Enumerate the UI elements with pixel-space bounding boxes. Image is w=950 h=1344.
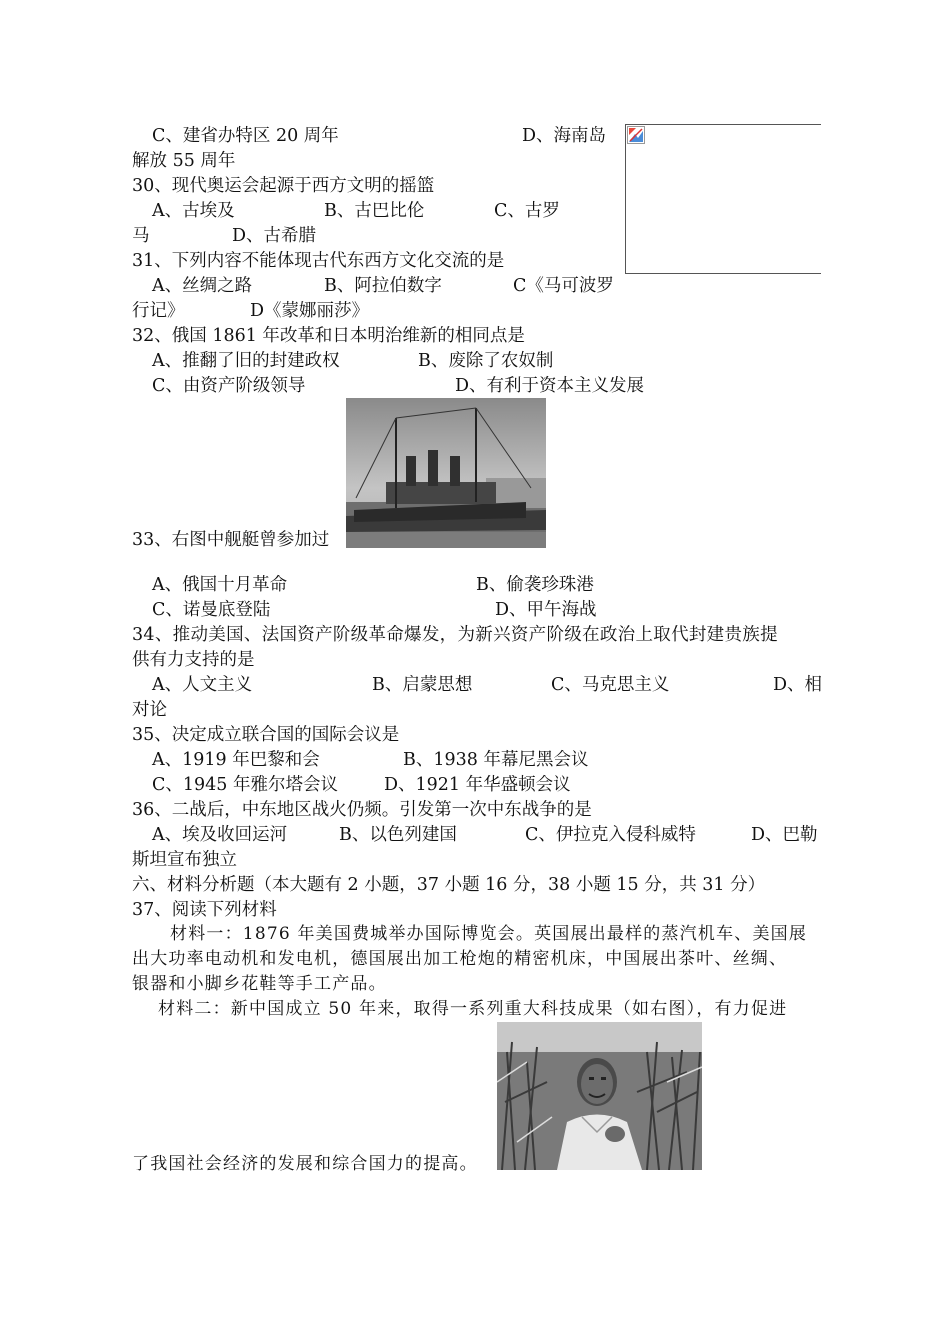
q31-option-d: D《蒙娜丽莎》 [250,301,370,321]
broken-image-icon [627,126,645,144]
q35-option-c: C、1945 年雅尔塔会议 [152,775,338,795]
q30-option-b: B、古巴比伦 [324,201,425,221]
q36-option-b: B、以色列建国 [339,825,457,845]
q31-option-c: C《马可波罗 [513,276,614,296]
q32-option-b: B、废除了农奴制 [418,351,554,371]
q35-option-a: A、1919 年巴黎和会 [152,750,320,770]
material-2-line1: 材料二：新中国成立 50 年来，取得一系列重大科技成果（如右图），有力促进 [158,999,788,1019]
question-30: 30、现代奥运会起源于西方文明的摇篮 [132,176,435,196]
material-1-line1: 材料一：1876 年美国费城举办国际博览会。英国展出最样的蒸汽机车、美国展 [170,924,808,944]
q31-option-a: A、丝绸之路 [152,276,253,296]
material-1-line3: 银器和小脚乡花鞋等手工产品。 [132,974,387,994]
q36-option-d-cont: 斯坦宣布独立 [132,850,237,870]
q33-option-d: D、甲午海战 [495,600,597,620]
q30-option-a: A、古埃及 [152,201,235,221]
q32-option-a: A、推翻了旧的封建政权 [152,351,340,371]
q32-option-c: C、由资产阶级领导 [152,376,306,396]
question-37: 37、阅读下列材料 [132,900,277,920]
material-1-line2: 出大功率电动机和发电机，德国展出加工枪炮的精密机床，中国展出茶叶、丝绸、 [132,949,788,969]
q29-option-d: D、海南岛 [522,126,607,146]
q35-option-b: B、1938 年幕尼黑会议 [403,750,589,770]
question-35: 35、决定成立联合国的国际会议是 [132,725,400,745]
q34-option-c: C、马克思主义 [551,675,670,695]
q34-option-a: A、人文主义 [152,675,253,695]
q36-option-a: A、埃及收回运河 [152,825,288,845]
q30-option-c-cont: 马 [132,226,150,246]
q34-option-d: D、相 [773,675,823,695]
question-31: 31、下列内容不能体现古代东西方文化交流的是 [132,251,505,271]
q31-option-b: B、阿拉伯数字 [324,276,442,296]
q29-option-c: C、建省办特区 20 周年 [152,126,339,146]
q36-option-c: C、伊拉克入侵科威特 [525,825,696,845]
question-32: 32、俄国 1861 年改革和日本明治维新的相同点是 [132,326,525,346]
q35-option-d: D、1921 年华盛顿会议 [384,775,571,795]
broken-image-frame [625,124,821,274]
q30-option-c: C、古罗 [494,201,560,221]
q36-option-d: D、巴勒 [751,825,818,845]
scientist-rice-field-photo [497,1022,702,1170]
q33-option-c: C、诺曼底登陆 [152,600,271,620]
section-6-heading: 六、材料分析题（本大题有 2 小题，37 小题 16 分，38 小题 15 分，共 31 分） [132,875,766,895]
q33-option-a: A、俄国十月革命 [152,575,288,595]
q29-option-d-cont: 解放 55 周年 [132,151,236,171]
q31-option-c-cont: 行记》 [132,301,185,321]
q33-option-b: B、偷袭珍珠港 [476,575,594,595]
question-36: 36、二战后，中东地区战火仍频。引发第一次中东战争的是 [132,800,592,820]
cruiser-photo [346,398,546,548]
material-2-line2: 了我国社会经济的发展和综合国力的提高。 [132,1154,478,1174]
question-33: 33、右图中舰艇曾参加过 [132,530,330,550]
q32-option-d: D、有利于资本主义发展 [455,376,645,396]
question-34-line1: 34、推动美国、法国资产阶级革命爆发，为新兴资产阶级在政治上取代封建贵族提 [132,625,778,645]
q34-option-b: B、启蒙思想 [372,675,473,695]
q30-option-d: D、古希腊 [232,226,317,246]
q34-option-d-cont: 对论 [132,700,167,720]
question-34-line2: 供有力支持的是 [132,650,255,670]
